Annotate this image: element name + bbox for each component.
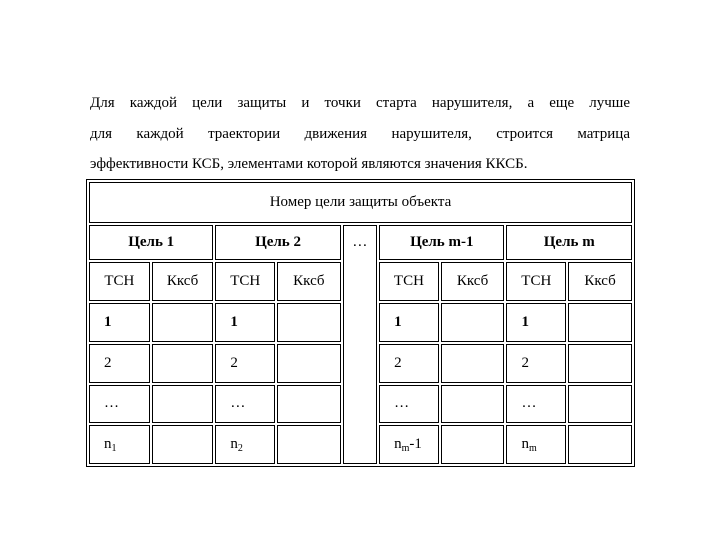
paragraph-line-1: Для каждой цели защиты и точки старта нарушителя, а еще лучше: [90, 95, 630, 111]
col-header-kksb: Кксб: [152, 262, 214, 301]
table-cell: [568, 385, 632, 424]
efficiency-matrix-table: [86, 179, 635, 467]
goal-header-2: Цель 2: [215, 225, 340, 261]
table-cell: [277, 385, 341, 424]
table-cell: 2: [215, 344, 275, 383]
table-cell: [277, 425, 341, 464]
table-cell: $n_2$: [215, 425, 275, 464]
col-header-kksb: Кксб: [441, 262, 505, 301]
col-header-kksb: Кксб: [568, 262, 632, 301]
table-cell: $n_m$: [506, 425, 566, 464]
paragraph-line-2: для каждой траектории движения нарушителя, строится матрица: [90, 125, 630, 142]
table-cell: [441, 425, 505, 464]
table-cell: [152, 303, 214, 342]
table-cell: …: [215, 385, 275, 424]
table-cell: [568, 425, 632, 464]
table-cell: 2: [379, 344, 439, 383]
col-header-tsn: ТСН: [215, 262, 275, 301]
table-cell: 1: [379, 303, 439, 342]
table-cell: …: [506, 385, 566, 424]
ellipsis-column: …: [343, 225, 377, 464]
table-cell: [568, 303, 632, 342]
description-paragraph: [90, 88, 630, 180]
table-cell: $n_1$: [89, 425, 150, 464]
table-cell: $n_m-1$: [379, 425, 439, 464]
table-cell: [277, 303, 341, 342]
table-cell: [152, 425, 214, 464]
goal-header-1: Цель 1: [89, 225, 213, 261]
table-cell: 2: [506, 344, 566, 383]
table-cell: [152, 344, 214, 383]
table-cell: …: [89, 385, 150, 424]
table-cell: [152, 385, 214, 424]
goal-header-m-1: Цель m-1: [379, 225, 504, 261]
table-cell: [441, 344, 505, 383]
table-cell: [441, 303, 505, 342]
table-cell: [441, 385, 505, 424]
col-header-tsn: ТСН: [89, 262, 150, 301]
paragraph-line-3: эффективности КСБ, элементами которой являются значения ККСБ.: [90, 156, 528, 172]
goal-header-m: Цель m: [506, 225, 632, 261]
table-cell: 1: [506, 303, 566, 342]
table-cell: [568, 344, 632, 383]
table-cell: 2: [89, 344, 150, 383]
col-header-tsn: ТСН: [379, 262, 439, 301]
table-cell: [277, 344, 341, 383]
col-header-tsn: ТСН: [506, 262, 566, 301]
table-cell: 1: [215, 303, 275, 342]
table-cell: …: [379, 385, 439, 424]
col-header-kksb: Кксб: [277, 262, 341, 301]
table-title: Номер цели защиты объекта: [89, 182, 632, 223]
table-cell: 1: [89, 303, 150, 342]
